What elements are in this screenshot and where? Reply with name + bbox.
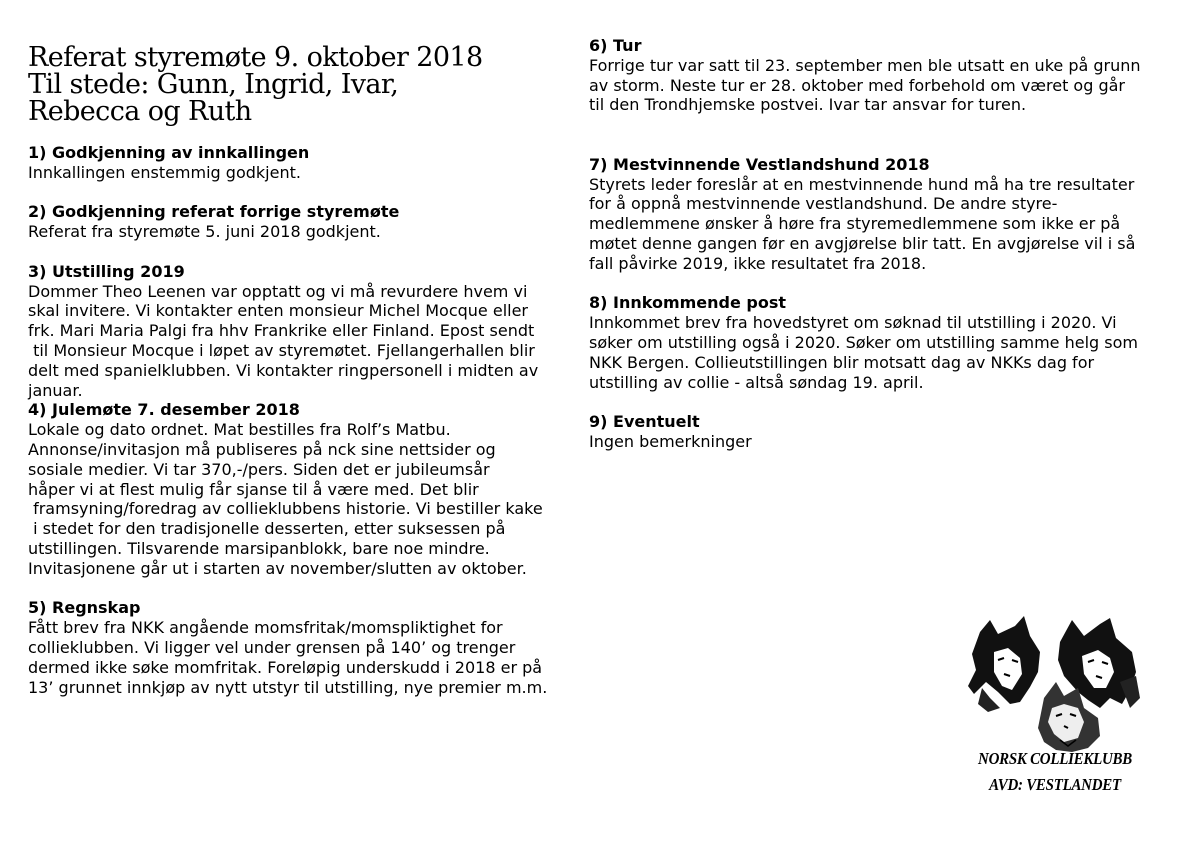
section-line: Innkommet brev fra hovedstyret om søknad til utstilling i 2020. Vi bbox=[589, 313, 1117, 333]
section-line: håper vi at flest mulig får sjanse til å være med. Det blir bbox=[28, 479, 479, 499]
section-line: i stedet for den tradisjonelle desserten, etter suksessen på bbox=[28, 519, 506, 539]
section-line: Styrets leder foreslår at en mestvinnende hund må ha tre resultater bbox=[589, 174, 1135, 194]
section-line: Dommer Theo Leenen var opptatt og vi må revurdere hvem vi bbox=[28, 281, 528, 301]
section-line: Forrige tur var satt til 23. september men ble utsatt en uke på grunn bbox=[589, 55, 1141, 75]
section-6 bbox=[589, 36, 1179, 115]
section-line: framsyning/foredrag av collieklubbens historie. Vi bestiller kake bbox=[28, 499, 543, 519]
section-heading: 6) Tur bbox=[589, 36, 642, 55]
section-line: til Monsieur Mocque i løpet av styremøtet. Fjellangerhallen blir bbox=[28, 340, 535, 360]
section-8 bbox=[589, 293, 1179, 392]
section-heading: 2) Godkjenning referat forrige styremøte bbox=[28, 202, 400, 222]
section-line: NKK Bergen. Collieutstillingen blir motsatt dag av NKKs dag for bbox=[589, 352, 1095, 372]
logo-caption-line1: NORSK COLLIEKLUBB bbox=[978, 749, 1132, 768]
section-line: collieklubben. Vi ligger vel under grensen på 140’ og trenger bbox=[28, 637, 516, 657]
section-line: Referat fra styremøte 5. juni 2018 godkjent. bbox=[28, 222, 381, 242]
section-heading: 9) Eventuelt bbox=[589, 412, 700, 432]
section-line: dermed ikke søke momfritak. Foreløpig underskudd i 2018 er på bbox=[28, 657, 543, 677]
section-9 bbox=[589, 412, 1179, 452]
section-line: utstilling av collie - altså søndag 19. april. bbox=[589, 372, 924, 392]
collie-head-left-icon bbox=[968, 616, 1040, 712]
section-heading: 8) Innkommende post bbox=[589, 293, 787, 313]
section-line: sosiale medier. Vi tar 370,-/pers. Siden det er jubileumsår bbox=[28, 459, 490, 479]
section-line: møtet denne gangen før en avgjørelse blir tatt. En avgjørelse vil i så bbox=[589, 233, 1136, 253]
section-3 bbox=[28, 262, 588, 401]
section-line: skal invitere. Vi kontakter enten monsieur Michel Mocque eller bbox=[28, 301, 528, 321]
section-line: frk. Mari Maria Palgi fra hhv Frankrike eller Finland. Epost sendt bbox=[28, 321, 535, 341]
section-line: Invitasjonene går ut i starten av november/slutten av oktober. bbox=[28, 558, 527, 578]
section-line: Fått brev fra NKK angående momsfritak/momspliktighet for bbox=[28, 618, 503, 638]
section-line: Annonse/invitasjon må publiseres på nck sine nettsider og bbox=[28, 439, 496, 459]
section-heading: 5) Regnskap bbox=[28, 598, 141, 618]
sections-left bbox=[28, 143, 588, 697]
right-column bbox=[589, 0, 1179, 452]
title-line: Til stede: Gunn, Ingrid, Ivar, bbox=[28, 69, 399, 100]
section-line: Lokale og dato ordnet. Mat bestilles fra Rolf’s Matbu. bbox=[28, 420, 451, 440]
title-line: Rebecca og Ruth bbox=[28, 96, 252, 127]
section-5 bbox=[28, 598, 588, 697]
section-2 bbox=[28, 202, 588, 242]
section-line: Ingen bemerkninger bbox=[589, 431, 752, 451]
section-line: Innkallingen enstemmig godkjent. bbox=[28, 162, 301, 182]
section-line: til den Trondhjemske postvei. Ivar tar ansvar for turen. bbox=[589, 95, 1027, 115]
logo-caption-line2: AVD: VESTLANDET bbox=[989, 775, 1121, 794]
section-line: medlemmene ønsker å høre fra styremedlemmene som ikke er på bbox=[589, 214, 1121, 234]
section-heading: 7) Mestvinnende Vestlandshund 2018 bbox=[589, 154, 930, 174]
section-line: januar. bbox=[28, 380, 83, 400]
section-line: av storm. Neste tur er 28. oktober med forbehold om været og går bbox=[589, 75, 1125, 95]
section-line: fall påvirke 2019, ikke resultatet fra 2018. bbox=[589, 253, 927, 273]
page-title bbox=[28, 44, 588, 125]
section-1 bbox=[28, 143, 588, 183]
left-column bbox=[28, 0, 588, 697]
section-line: for å oppnå mestvinnende vestlandshund. De andre styre- bbox=[589, 194, 1058, 214]
section-heading: 3) Utstilling 2019 bbox=[28, 261, 185, 281]
section-line: utstillingen. Tilsvarende marsipanblokk, bare noe mindre. bbox=[28, 538, 490, 558]
section-heading: 1) Godkjenning av innkallingen bbox=[28, 143, 310, 162]
section-heading: 4) Julemøte 7. desember 2018 bbox=[28, 400, 300, 420]
title-line: Referat styremøte 9. oktober 2018 bbox=[28, 42, 483, 73]
section-line: delt med spanielklubben. Vi kontakter ringpersonell i midten av bbox=[28, 360, 539, 380]
section-7 bbox=[589, 155, 1179, 274]
section-line: søker om utstilling også i 2020. Søker om utstilling samme helg som bbox=[589, 332, 1138, 352]
section-4 bbox=[28, 400, 588, 578]
sections-right bbox=[589, 36, 1179, 452]
section-line: 13’ grunnet innkjøp av nytt utstyr til utstilling, nye premier m.m. bbox=[28, 677, 548, 697]
